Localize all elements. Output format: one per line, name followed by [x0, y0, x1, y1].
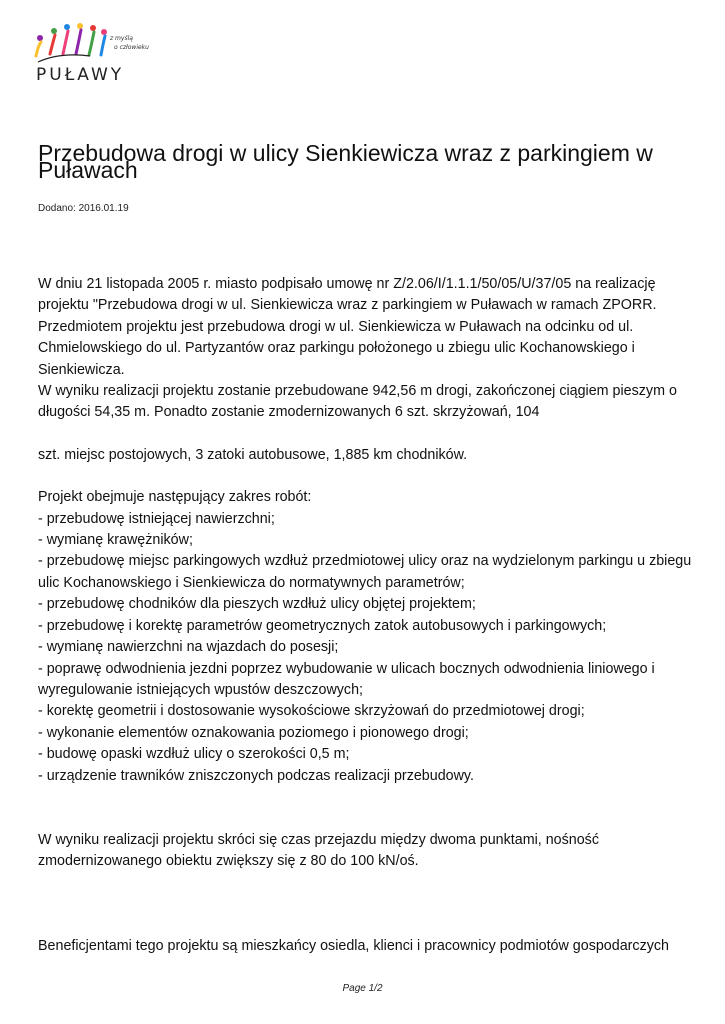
scope-list: [38, 509, 698, 787]
list-item: - przebudowę chodników dla pieszych wzdłuż ulicy objętej projektem;: [38, 596, 476, 613]
logo-swoosh: [38, 55, 90, 62]
list-item: - wymianę nawierzchni na wjazdach do posesji;: [38, 639, 339, 656]
logo-figure-head: [51, 28, 57, 34]
logo-figure-body: [89, 32, 94, 55]
logo-figure-head: [101, 29, 107, 35]
page-number: Page 1/2: [342, 983, 383, 994]
published-date: Dodano: 2016.01.19: [38, 203, 129, 214]
logo-figure-head: [37, 35, 43, 41]
pulawy-logo-graphic: [30, 18, 149, 88]
logo-slogan-line1: z myślą: [110, 35, 133, 42]
logo-figure-head: [90, 25, 96, 31]
list-item: - korektę geometrii i dostosowanie wysokościowe skrzyżowań do przedmiotowej drogi;: [38, 703, 585, 720]
logo-figure-body: [50, 35, 55, 54]
paragraph-facilities: szt. miejsc postojowych, 3 zatoki autobusowe, 1,885 km chodników.: [38, 446, 468, 463]
logo-slogan-line2: o człowieku: [114, 44, 149, 51]
paragraph-beneficiaries: Beneficjentami tego projektu są mieszkańcy osiedla, klienci i pracownicy podmiotów gospodarczych: [38, 937, 669, 954]
list-item: - urządzenie trawników zniszczonych podczas realizacji przebudowy.: [38, 767, 474, 784]
logo-figure-body: [36, 42, 41, 56]
article-title: Przebudowa drogi w ulicy Sienkiewicza wraz z parkingiem w Puławach: [38, 140, 653, 183]
logo-figure-head: [77, 23, 83, 29]
logo-name: PUŁAWY: [36, 65, 125, 85]
list-item: - wymianę krawężników;: [38, 532, 193, 549]
logo-figure-head: [64, 24, 70, 30]
list-item: - przebudowę miejsc parkingowych wzdłuż przedmiotowej ulicy oraz na wydzielonym parkingu u zbiegu ulic Kochanowskiego i Sienkiewicza do normatywnych parametrów;: [38, 553, 692, 591]
article-body: [38, 274, 698, 957]
list-item: - przebudowę istniejącej nawierzchni;: [38, 510, 275, 527]
paragraph-effects: W wyniku realizacji projektu skróci się czas przejazdu między dwoma punktami, nośność zmodernizowanego obiektu zwiększy się z 80 do 100 kN/oś.: [38, 831, 599, 870]
paragraph-contract: W dniu 21 listopada 2005 r. miasto podpisało umowę nr Z/2.06/I/1.1.1/50/05/U/37/05 na realizację projektu "Przebudowa drogi w ul. Sienkiewicza wraz z parkingiem w Puławach w ramach ZPORR. Przedmiotem projektu jest przebudowa drogi w ul. Sienkiewicza w Puławach na odcinku od ul. Chmielowskiego do ul. Partyzantów oraz parkingu położonego u zbiegu ulic Kochanowskiego i Sienkiewicza.: [38, 276, 657, 378]
list-item: - budowę opaski wzdłuż ulicy o szerokości 0,5 m;: [38, 746, 350, 763]
logo-figure-body: [76, 30, 81, 54]
paragraph-scope-numbers: W wyniku realizacji projektu zostanie przebudowane 942,56 m drogi, zakończonej ciągiem pieszym o długości 54,35 m. Ponadto zostanie zmodernizowanych 6 szt. skrzyżowań, 104: [38, 383, 677, 421]
paragraph-scope-intro: Projekt obejmuje następujący zakres robót:: [38, 489, 312, 506]
pulawy-logo: [30, 18, 149, 88]
list-item: - przebudowę i korektę parametrów geometrycznych zatok autobusowych i parkingowych;: [38, 617, 607, 634]
list-item: - wykonanie elementów oznakowania poziomego i pionowego drogi;: [38, 724, 469, 741]
logo-figure-body: [101, 36, 105, 55]
logo-figure-body: [63, 31, 68, 54]
list-item: - poprawę odwodnienia jezdni poprzez wybudowanie w ulicach bocznych odwodnienia liniowego i wyregulowanie istniejących wpustów deszczowych;: [38, 660, 655, 698]
